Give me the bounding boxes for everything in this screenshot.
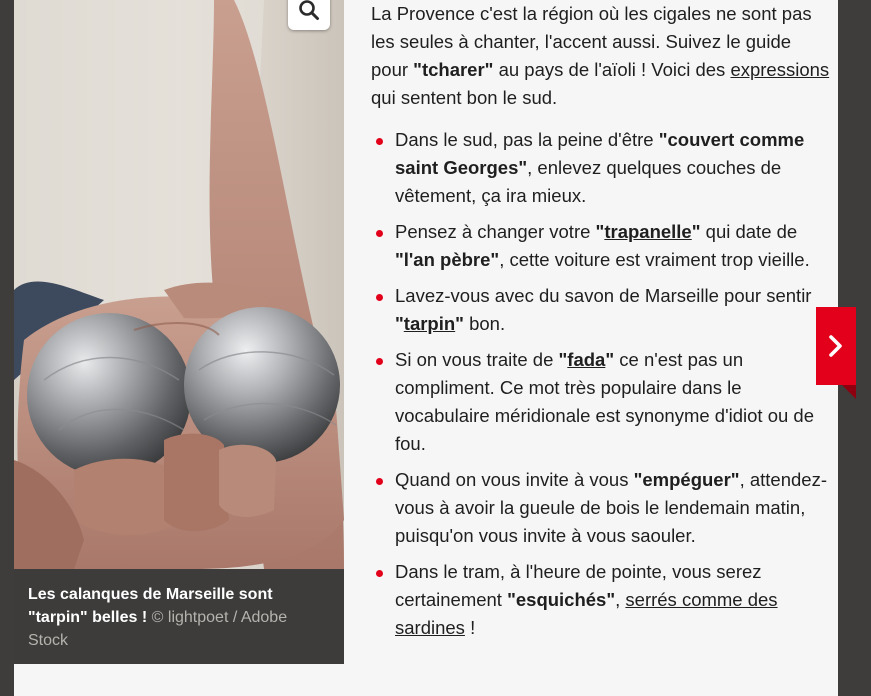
fada-link[interactable]: fada [567, 349, 606, 370]
intro-paragraph [371, 0, 833, 112]
caption-text: Les calanques de Marseille sont "tarpin" belles ! [28, 586, 273, 626]
bullet-icon [376, 358, 383, 365]
list-item [371, 282, 833, 338]
list-item [371, 346, 833, 458]
bullet-icon [376, 478, 383, 485]
tip-text: , [615, 589, 626, 610]
tip-text: , cette voiture est vraiment trop vieille. [499, 249, 810, 270]
tip-text: , attendez-vous à avoir la gueule de bois le lendemain matin, puisqu'on vous invite à vous saouler. [395, 469, 827, 546]
tip-text: Lavez-vous avec du savon de Marseille pour sentir [395, 285, 812, 306]
tip-text: Si on vous traite de [395, 349, 559, 370]
bullet-icon [376, 294, 383, 301]
search-icon [298, 0, 320, 21]
tip-text: ! [464, 617, 476, 638]
tip-expression: "esquichés" [507, 589, 616, 610]
sardines-link[interactable]: serrés comme des sardines [395, 589, 778, 638]
tip-text: qui date de [700, 221, 798, 242]
list-item [371, 558, 833, 642]
next-button-fold [842, 385, 856, 399]
intro-text-3: qui sentent bon le sud. [371, 87, 558, 108]
quote: " [395, 313, 404, 334]
bullet-icon [376, 138, 383, 145]
chevron-right-icon [827, 333, 845, 359]
intro-text-1: La Provence c'est la région où les cigales ne sont pas les seules à chanter, l'accent aussi. Suivez le guide pour [371, 3, 812, 80]
list-item [371, 218, 833, 274]
tarpin-link[interactable]: tarpin [403, 313, 456, 334]
quote: " [558, 349, 568, 370]
tip-expression: "empéguer" [633, 469, 740, 490]
bullet-icon [376, 570, 383, 577]
expressions-link[interactable]: expressions [730, 59, 830, 80]
intro-bold-tcharer: "tcharer" [413, 59, 494, 80]
search-button[interactable] [288, 0, 330, 30]
tip-text: Pensez à changer votre [395, 221, 596, 242]
quote: " [605, 349, 615, 370]
caption-credit: © lightpoet / Adobe Stock [28, 609, 288, 649]
list-item [371, 466, 833, 550]
next-slide-button[interactable] [816, 307, 856, 385]
tip-text: Dans le sud, pas la peine d'être [395, 129, 659, 150]
tip-expression: "l'an pèbre" [395, 249, 500, 270]
tip-text: Dans le tram, à l'heure de pointe, vous serez certainement [395, 561, 762, 610]
article-frame [14, 0, 838, 696]
petanque-photo-illustration [14, 0, 344, 569]
tip-expression: "couvert comme saint Georges" [395, 129, 805, 178]
tip-text: bon. [463, 313, 506, 334]
tip-text: ce n'est pas un compliment. Ce mot très populaire dans le vocabulaire méridionale est synonyme d'idiot ou de fou. [395, 349, 814, 454]
article-text [371, 0, 833, 650]
quote: " [691, 221, 701, 242]
article-photo [14, 0, 344, 569]
quote: " [455, 313, 464, 334]
tip-text: Quand on vous invite à vous [395, 469, 634, 490]
photo-caption [14, 569, 344, 664]
quote: " [595, 221, 605, 242]
expressions-list [371, 126, 833, 642]
tip-text: , enlevez quelques couches de vêtement, ça ira mieux. [395, 157, 782, 206]
list-item [371, 126, 833, 210]
bullet-icon [376, 230, 383, 237]
trapanelle-link[interactable]: trapanelle [604, 221, 692, 242]
intro-text-2: au pays de l'aïoli ! Voici des [493, 59, 731, 80]
